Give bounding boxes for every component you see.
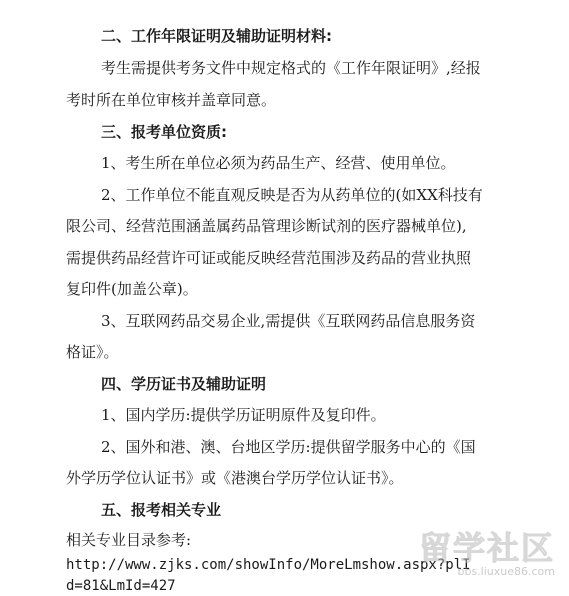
paragraph-line: 相关专业目录参考: [66,531,192,549]
watermark [419,523,555,578]
paragraph-line: 2、国外和港、澳、台地区学历:提供留学服务中心的《国 [101,438,476,456]
paragraph-line: 1、国内学历:提供学历证明原件及复印件。 [101,406,386,424]
paragraph-line: 复印件(加盖公章)。 [66,280,198,298]
section-heading-4: 四、学历证书及辅助证明 [101,375,267,393]
reference-url: d=81&LmId=427 [66,578,176,594]
paragraph-line: 需提供药品经营许可证或能反映经营范围涉及药品的营业执照 [66,249,472,267]
reference-url: http://www.zjks.com/showInfo/MoreLmshow.aspx?plI [66,557,471,573]
paragraph-line: 外学历学位认证书》或《港澳台学历学位认证书》。 [66,469,404,487]
paragraph-line: 考时所在单位审核并盖章同意。 [66,91,277,109]
paragraph-line: 格证》。 [66,343,119,361]
section-heading-5: 五、报考相关专业 [101,501,222,519]
paragraph-line: 考生需提供考务文件中规定格式的《工作年限证明》,经报 [101,59,481,77]
section-heading-3: 三、报考单位资质: [101,123,227,141]
paragraph-line: 2、工作单位不能直观反映是否为从药单位的(如XX科技有 [101,186,483,204]
section-heading-2: 二、工作年限证明及辅助证明材料: [101,27,333,45]
paragraph-line: 3、互联网药品交易企业,需提供《互联网药品信息服务资 [101,312,476,330]
watermark-logo: 留学社区 [418,529,555,567]
paragraph-line: 限公司、经营范围涵盖属药品管理诊断试剂的医疗器械单位), [66,217,467,235]
paragraph-line: 1、考生所在单位必须为药品生产、经营、使用单位。 [101,154,456,172]
watermark-url: bbs.liuxue86.com [457,565,555,578]
